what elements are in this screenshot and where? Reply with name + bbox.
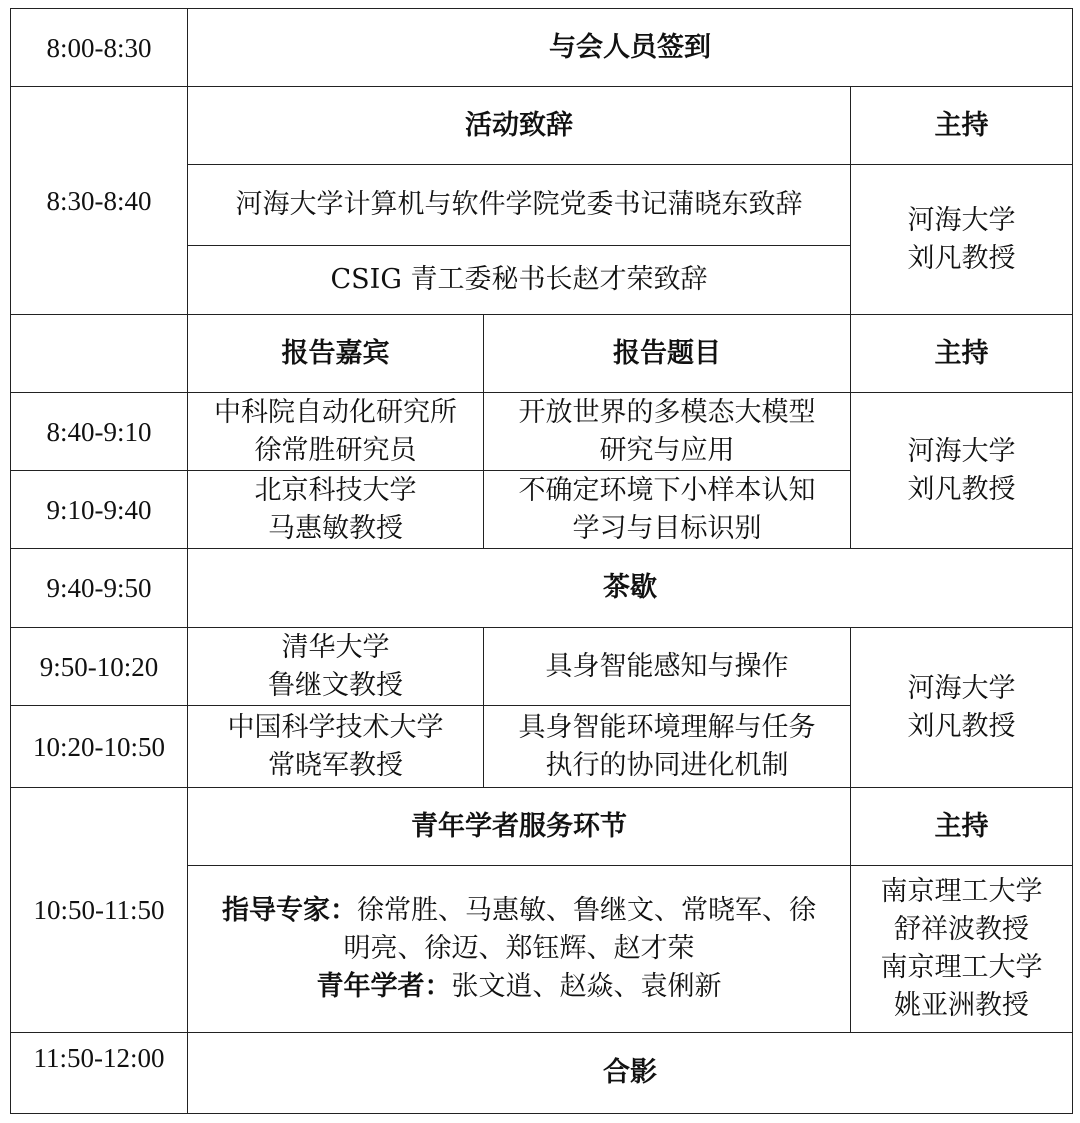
mentors-names: 徐常胜、马惠敏、鲁继文、常晓军、徐 — [357, 895, 816, 926]
host-affiliation: 河海大学 — [907, 204, 1016, 236]
agenda-table — [10, 8, 1073, 1114]
host-name: 刘凡教授 — [907, 710, 1016, 742]
time-cell: 10:50-11:50 — [11, 788, 188, 1033]
host-name: 刘凡教授 — [907, 473, 1016, 505]
topic-header: 报告题目 — [484, 315, 851, 393]
guest-cell — [188, 471, 484, 549]
guest-name: 徐常胜研究员 — [254, 434, 417, 466]
opening-header: 活动致辞 — [188, 87, 851, 165]
host-cell — [851, 866, 1073, 1033]
scholars-line — [194, 968, 844, 1006]
guest-cell — [188, 706, 484, 788]
speech-2: CSIG 青工委秘书长赵才荣致辞 — [188, 246, 851, 315]
row-youth-header — [11, 788, 1073, 866]
row-talk-3 — [11, 628, 1073, 706]
topic-line: 不确定环境下小样本认知 — [518, 474, 816, 506]
host-cell — [851, 628, 1073, 788]
break-title: 茶歇 — [188, 549, 1073, 628]
guest-affiliation: 中科院自动化研究所 — [214, 396, 457, 428]
topic-line: 学习与目标识别 — [572, 512, 762, 544]
host-name: 姚亚洲教授 — [894, 990, 1029, 1021]
row-photo — [11, 1033, 1073, 1114]
participants-cell — [188, 866, 851, 1033]
host-affiliation: 南京理工大学 — [880, 952, 1043, 983]
topic-cell — [484, 393, 851, 471]
topic-line: 执行的协同进化机制 — [545, 749, 789, 781]
guest-header: 报告嘉宾 — [188, 315, 484, 393]
guest-cell — [188, 393, 484, 471]
host-header: 主持 — [851, 87, 1073, 165]
time-cell: 9:10-9:40 — [11, 471, 188, 549]
photo-title: 合影 — [188, 1033, 1073, 1114]
time-cell: 9:50-10:20 — [11, 628, 188, 706]
guest-name: 常晓军教授 — [268, 749, 403, 781]
host-affiliation: 河海大学 — [907, 435, 1016, 467]
host-affiliation: 南京理工大学 — [880, 876, 1043, 907]
host-name: 舒祥波教授 — [894, 914, 1029, 945]
signin-title: 与会人员签到 — [188, 9, 1073, 87]
guest-name: 马惠敏教授 — [268, 512, 403, 544]
mentors-names-cont: 明亮、徐迈、郑钰辉、赵才荣 — [343, 933, 695, 964]
topic-line: 研究与应用 — [599, 434, 735, 466]
topic-cell: 具身智能感知与操作 — [484, 628, 851, 706]
topic-cell — [484, 706, 851, 788]
guest-affiliation: 清华大学 — [281, 631, 390, 663]
time-cell: 8:40-9:10 — [11, 393, 188, 471]
host-name: 刘凡教授 — [907, 242, 1016, 274]
youth-header: 青年学者服务环节 — [188, 788, 851, 866]
topic-line: 具身智能环境理解与任务 — [518, 711, 816, 743]
row-talk-1 — [11, 393, 1073, 471]
mentors-label: 指导专家： — [222, 895, 357, 926]
guest-affiliation: 北京科技大学 — [254, 474, 417, 506]
guest-affiliation: 中国科学技术大学 — [227, 711, 444, 743]
host-header: 主持 — [851, 315, 1073, 393]
row-break — [11, 549, 1073, 628]
scholars-names: 张文逍、赵焱、袁俐新 — [451, 971, 722, 1002]
row-opening-header — [11, 87, 1073, 165]
row-report-header — [11, 315, 1073, 393]
guest-name: 鲁继文教授 — [268, 669, 403, 701]
time-cell: 8:30-8:40 — [11, 87, 188, 315]
row-signin — [11, 9, 1073, 87]
host-cell — [851, 393, 1073, 549]
time-cell: 11:50-12:00 — [11, 1033, 188, 1114]
empty-cell — [11, 315, 188, 393]
scholars-label: 青年学者： — [316, 971, 452, 1002]
time-cell: 8:00-8:30 — [11, 9, 188, 87]
guest-cell — [188, 628, 484, 706]
time-cell: 9:40-9:50 — [11, 549, 188, 628]
time-cell: 10:20-10:50 — [11, 706, 188, 788]
mentors-line — [194, 892, 844, 930]
speech-1: 河海大学计算机与软件学院党委书记蒲晓东致辞 — [188, 165, 851, 246]
host-affiliation: 河海大学 — [907, 672, 1016, 704]
topic-cell — [484, 471, 851, 549]
host-header: 主持 — [851, 788, 1073, 866]
host-cell — [851, 165, 1073, 315]
topic-line: 开放世界的多模态大模型 — [518, 396, 816, 428]
